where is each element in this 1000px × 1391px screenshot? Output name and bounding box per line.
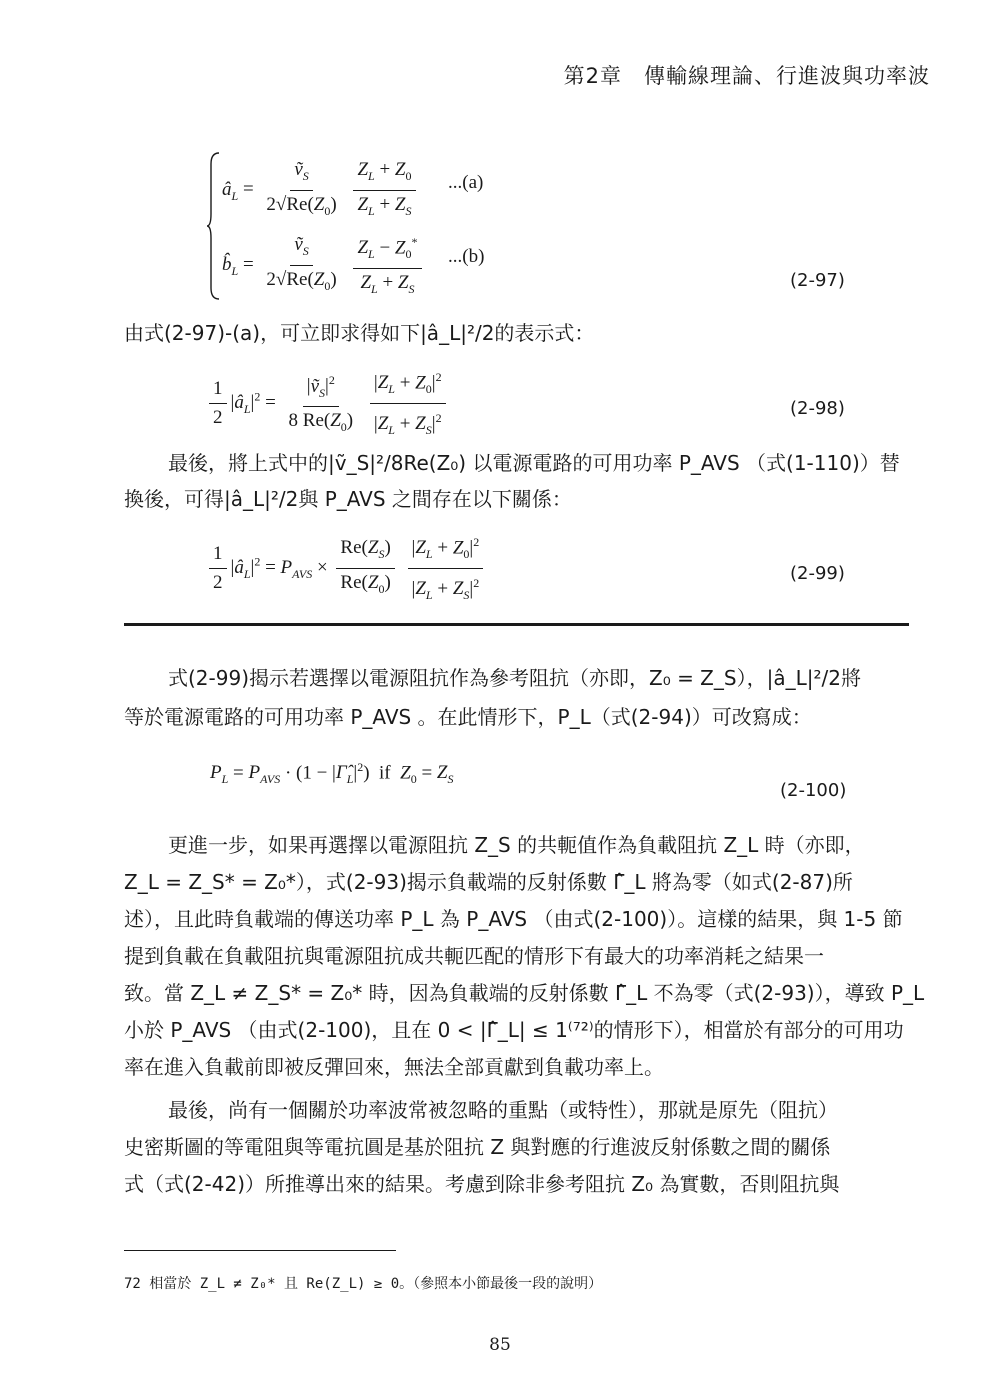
paragraph-2-line2: 換後，可得|â_L|²/2與 P_AVS 之間存在以下關係： xyxy=(124,487,572,511)
chapter-header: 第2章 傳輸線理論、行進波與功率波 xyxy=(563,64,930,88)
footnote-divider xyxy=(124,1250,396,1251)
equation-2-99: $\frac{1}{2}$ $|â_L|^2 = P_{AVS}$ × $\frac{Re(Z_S)}{Re(Z_0)}$ $\frac{|Z_L + Z_0|^2}{|Z_L + Z_S|^2}$ xyxy=(205,530,487,607)
equation-2-98: $\frac{1}{2}$ $|â_L|^2$ = $\frac{|ṽ_S|^2}{8 Re(Z_0)}$ $\frac{|Z_L + Z_0|^2}{|Z_L + Z_S|^2}$ xyxy=(205,365,450,442)
footnote-72: 72 相當於 Z_L ≠ Z₀* 且 Re(Z_L) ≥ 0。（參照本小節最後一段的說明） xyxy=(124,1276,603,1292)
paragraph-5-line1: 最後，尚有一個關於功率波常被忽略的重點（或特性），那就是原先（阻抗） xyxy=(168,1098,838,1122)
paragraph-5-line2: 史密斯圖的等電阻與等電抗圓是基於阻抗 Z 與對應的行進波反射係數之間的關係 xyxy=(124,1135,831,1159)
eq-2-100-number: (2-100) xyxy=(780,780,847,801)
paragraph-2-line1: 最後，將上式中的|ṽ_S|²/8Re(Z₀) 以電源電路的可用功率 P_AVS （式(1-110)）替 xyxy=(168,451,900,475)
section-divider xyxy=(124,623,909,626)
paragraph-4-line1: 更進一步，如果再選擇以電源阻抗 Z_S 的共軛值作為負載阻抗 Z_L 時（亦即， xyxy=(168,833,865,857)
paragraph-4-line3: 述），且此時負載端的傳送功率 P_L 為 P_AVS （由式(2-100)）。這樣的結果，與 1-5 節 xyxy=(124,907,903,931)
page-number: 85 xyxy=(489,1335,511,1355)
equation-2-100: $P_L = P_{AVS} \cdot (1$ − $|\Gammâ_L|^2$) if $Z_0 = Z_S$ xyxy=(210,760,454,787)
equation-2-97a: $â_L$ = $\frac{ṽ_S}{2√Re(Z_0)}$ $\frac{Z_L + Z_0}{Z_L + Z_S}$ xyxy=(222,158,420,223)
paragraph-4-line5: 致。當 Z_L ≠ Z_S* = Z₀* 時，因為負載端的反射係數 Γ̂_L 不為零（式(2-93)），導致 P_L xyxy=(124,981,925,1005)
eq97a-tag: ...(a) xyxy=(448,172,484,193)
eq-2-98-number: (2-98) xyxy=(790,398,845,419)
eq-2-99-number: (2-99) xyxy=(790,563,845,584)
left-brace xyxy=(206,152,220,300)
equation-2-97b: $b̂_L$ = $\frac{ṽ_S}{2√Re(Z_0)}$ $\frac{Z_L - Z_0^*}{Z_L + Z_S}$ xyxy=(222,230,426,301)
paragraph-4-line7: 率在進入負載前即被反彈回來，無法全部貢獻到負載功率上。 xyxy=(124,1055,664,1079)
eq-2-97-number: (2-97) xyxy=(790,270,845,291)
eq97b-tag: ...(b) xyxy=(448,246,485,267)
paragraph-4-line4: 提到負載在負載阻抗與電源阻抗成共軛匹配的情形下有最大的功率消耗之結果一 xyxy=(124,944,824,968)
paragraph-3-line2: 等於電源電路的可用功率 P_AVS 。在此情形下，P_L（式(2-94)）可改寫成： xyxy=(124,705,812,729)
paragraph-3-line1: 式(2-99)揭示若選擇以電源阻抗作為參考阻抗（亦即，Z₀ = Z_S），|â_L|²/2將 xyxy=(168,666,861,690)
paragraph-4-line2: Z_L = Z_S* = Z₀*），式(2-93)揭示負載端的反射係數 Γ̂_L 將為零（如式(2-87)所 xyxy=(124,870,853,894)
paragraph-5-line3: 式（式(2-42)）所推導出來的結果。考慮到除非參考阻抗 Z₀ 為實數，否則阻抗與 xyxy=(124,1172,840,1196)
paragraph-1: 由式(2-97)-(a)，可立即求得如下|â_L|²/2的表示式： xyxy=(124,321,595,345)
paragraph-4-line6: 小於 P_AVS （由式(2-100)，且在 0 < |Γ̂_L| ≤ 1⁽⁷²⁾的情形下），相當於有部分的可用功 xyxy=(124,1018,904,1042)
